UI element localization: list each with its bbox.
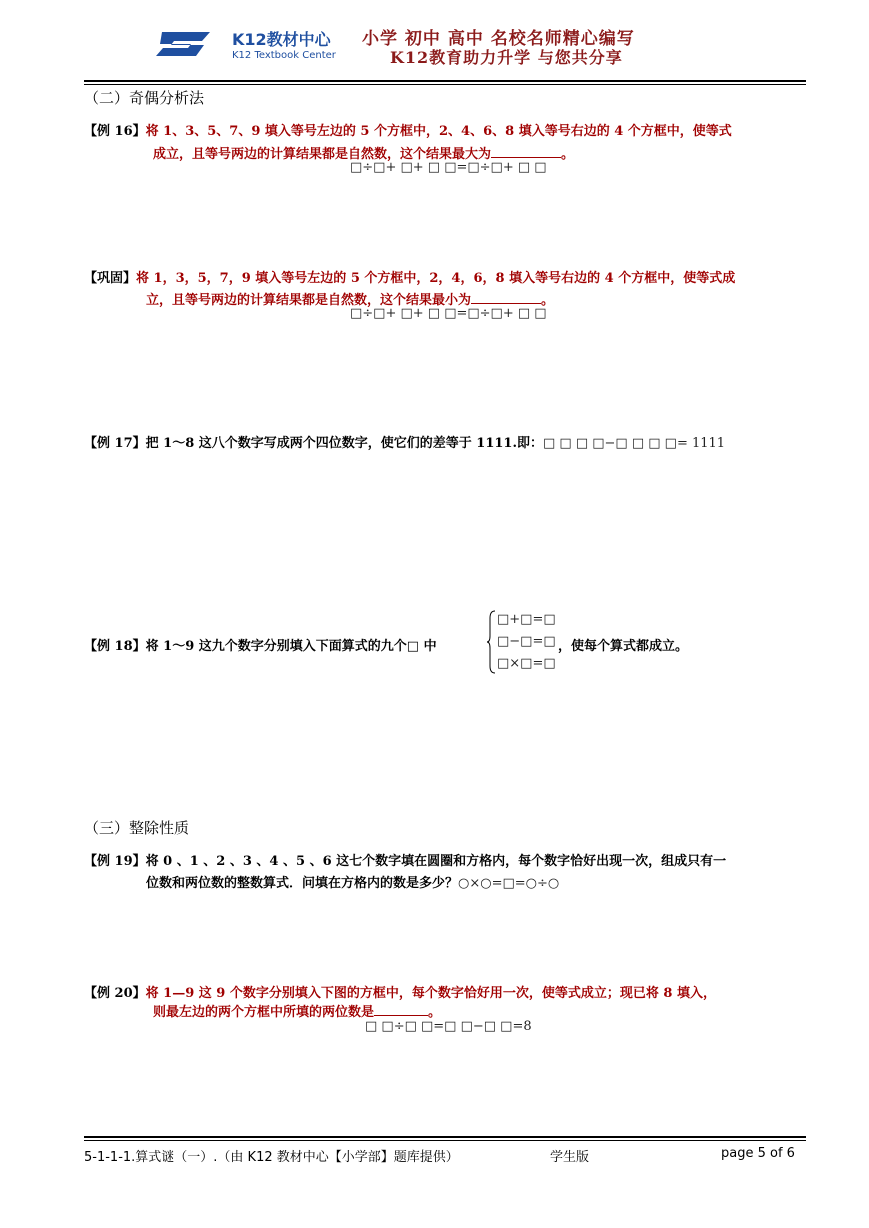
header-slogan-line1: 小学 初中 高中 名校名师精心编写 bbox=[362, 29, 635, 49]
answer-blank bbox=[471, 291, 541, 304]
example-16-line1 bbox=[84, 120, 732, 139]
example-tag: 【巩固】 bbox=[84, 271, 137, 286]
section-title: （三）整除性质 bbox=[84, 819, 190, 837]
example-tag: 【例 16】 bbox=[84, 124, 146, 139]
example-18 bbox=[84, 635, 437, 654]
equation-row-3: □×□=□ bbox=[497, 656, 556, 671]
footer-source: 5-1-1-1.算式谜（一）.（由 K12 教材中心【小学部】题库提供） bbox=[84, 1150, 459, 1165]
example-17 bbox=[84, 432, 725, 451]
question-text: 把 1～8 这八个数字写成两个四位数字，使它们的差等于 1111.即： bbox=[145, 436, 544, 451]
equation: ○×○=□=○÷○ bbox=[458, 876, 560, 891]
question-text: 则最左边的两个方框中所填的两位数是 bbox=[153, 1005, 375, 1020]
equation: □÷□+ □+ □ □=□÷□+ □ □ bbox=[350, 306, 547, 321]
brand-name: K12教材中心 bbox=[232, 30, 331, 49]
page-number: page 5 of 6 bbox=[721, 1146, 795, 1161]
example-tag: 【例 17】 bbox=[84, 436, 146, 451]
equation: □ □÷□ □=□ □−□ □=8 bbox=[365, 1019, 532, 1034]
header-rule-thin bbox=[84, 84, 806, 85]
example-20-line1 bbox=[84, 982, 716, 1001]
question-text: 成立，且等号两边的计算结果都是自然数，这个结果最大为 bbox=[153, 147, 492, 162]
answer-blank bbox=[491, 145, 561, 158]
question-text: 立，且等号两边的计算结果都是自然数，这个结果最小为 bbox=[146, 293, 472, 308]
equation: □÷□+ □+ □ □=□÷□+ □ □ bbox=[350, 160, 547, 175]
footer-edition: 学生版 bbox=[550, 1150, 590, 1165]
question-text: ，使每个算式都成立。 bbox=[558, 639, 689, 654]
equation: □ □ □ □−□ □ □ □= 1111 bbox=[543, 436, 726, 451]
example-tag: 【例 19】 bbox=[84, 854, 146, 869]
equation-row-1: □+□=□ bbox=[497, 612, 556, 627]
question-text: 将 1～9 这九个数字分别填入下面算式的九个□ 中 bbox=[145, 639, 437, 654]
question-text-end: 。 bbox=[541, 293, 555, 308]
section-title: （二）奇偶分析法 bbox=[84, 89, 205, 107]
k12-logo-icon bbox=[152, 26, 222, 62]
equation-row-2: □−□=□ bbox=[497, 634, 556, 649]
question-text: 将 1—9 这 9 个数字分别填入下图的方框中，每个数字恰好用一次，使等式成立；现已将 8 填入， bbox=[145, 986, 716, 1001]
question-text: 位数和两位数的整数算式．问填在方格内的数是多少？ bbox=[146, 876, 459, 891]
footer-rule-thin bbox=[84, 1140, 806, 1141]
question-text: 将 0 、1 、2 、3 、4 、5 、6 这七个数字填在圆圈和方格内，每个数字恰好出现一次，组成只有一 bbox=[145, 854, 727, 869]
header-slogan-line2: K12教育助力升学 与您共分享 bbox=[390, 48, 623, 67]
example-tag: 【例 20】 bbox=[84, 986, 146, 1001]
answer-blank bbox=[374, 1003, 428, 1016]
consolidation-line1 bbox=[84, 267, 735, 286]
question-text: 将 1、3、5、7、9 填入等号左边的 5 个方框中，2、4、6、8 填入等号右边的 4 个方框中，使等式 bbox=[145, 124, 732, 139]
brand-name-english: K12 Textbook Center bbox=[232, 50, 336, 61]
question-text-end: 。 bbox=[561, 147, 575, 162]
example-20-line2 bbox=[153, 1001, 441, 1020]
header-rule-thick bbox=[84, 80, 806, 82]
example-19-line1 bbox=[84, 850, 726, 869]
question-text-end: 。 bbox=[428, 1005, 442, 1020]
footer-rule-thick bbox=[84, 1136, 806, 1138]
left-brace-icon bbox=[486, 610, 496, 674]
example-tag: 【例 18】 bbox=[84, 639, 146, 654]
question-text: 将 1，3，5，7，9 填入等号左边的 5 个方框中，2，4，6，8 填入等号右边的 4 个方框中，使等式成 bbox=[136, 271, 736, 286]
example-19-line2 bbox=[146, 872, 559, 891]
